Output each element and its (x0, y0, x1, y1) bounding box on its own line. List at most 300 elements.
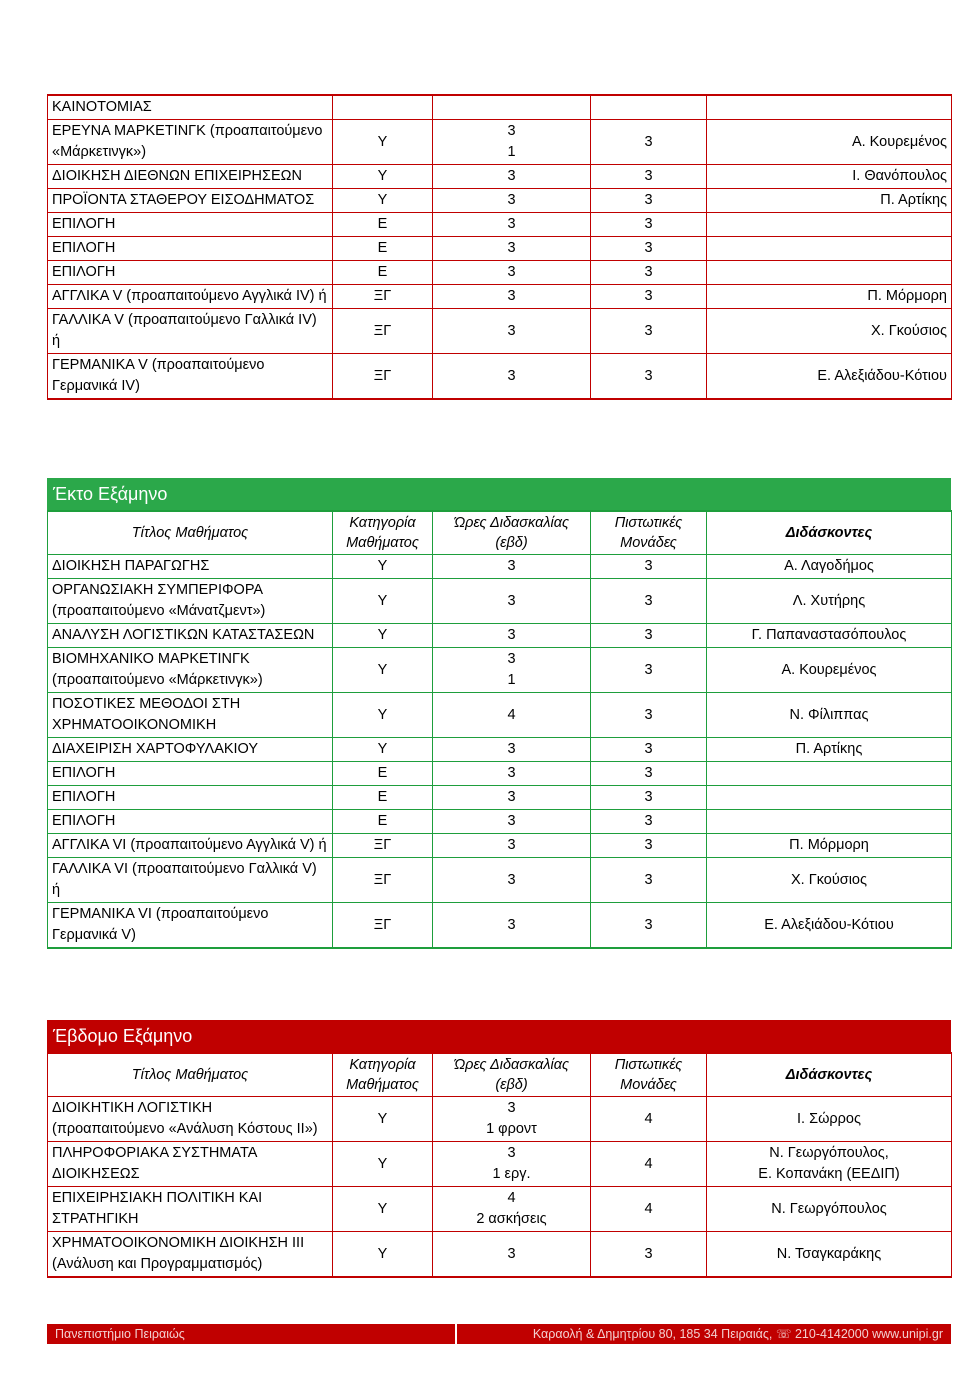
course-title-text: ΓΕΡΜΑΝΙΚΑ V (προαπαιτούμενο Γερμανικά IV) (52, 357, 265, 394)
course-title (48, 213, 333, 237)
course-category-text: Υ (377, 1155, 388, 1172)
course-title (48, 858, 333, 903)
course-hours (433, 120, 591, 165)
table-row (48, 189, 952, 213)
course-category-text: ΞΓ (373, 322, 392, 339)
seventh-semester-section (47, 1020, 951, 1278)
course-category (333, 834, 433, 858)
course-teacher (707, 95, 952, 120)
course-title (48, 693, 333, 738)
course-category (333, 354, 433, 400)
course-title (48, 555, 333, 579)
course-hours-text: 3 (507, 789, 516, 805)
course-category-text: Υ (377, 192, 388, 208)
course-hours (433, 165, 591, 189)
course-title-text: ΑΓΓΛΙΚΑ V (προαπαιτούμενο Αγγλικά IV) ή (52, 288, 327, 304)
course-title-text: ΕΠΙΛΟΓΗ (52, 789, 116, 805)
course-category-text: ΞΓ (373, 837, 392, 853)
course-category (333, 189, 433, 213)
course-teacher (707, 648, 952, 693)
course-title (48, 1232, 333, 1278)
course-title-text: ΕΠΙΛΟΓΗ (52, 264, 116, 280)
course-hours (433, 285, 591, 309)
course-teacher (707, 1232, 952, 1278)
course-teacher (707, 786, 952, 810)
course-hours (433, 834, 591, 858)
course-teacher (707, 555, 952, 579)
course-teacher (707, 624, 952, 648)
course-hours-text: 3 (507, 916, 516, 933)
course-teacher-text: Α. Λαγοδήμος (784, 558, 874, 574)
table-row (48, 786, 952, 810)
course-title-text: ΒΙΟΜΗΧΑΝΙΚΟ ΜΑΡΚΕΤΙΝΓΚ (προαπαιτούμενο «Μάρκετινγκ») (52, 651, 263, 688)
course-title-text: ΠΟΣΟΤΙΚΕΣ ΜΕΘΟΔΟΙ ΣΤΗ ΧΡΗΜΑΤΟΟΙΚΟΝΟΜΙΚΗ (52, 696, 241, 733)
course-category-text: Ε (377, 813, 388, 829)
course-hours-text: 3 (507, 288, 516, 304)
course-title-text: ΓΑΛΛΙΚΑ V (προαπαιτούμενο Γαλλικά IV) ή (52, 312, 317, 349)
course-hours-text: 3 (507, 871, 516, 888)
course-credits (591, 189, 707, 213)
course-credits-text: 3 (644, 133, 653, 150)
table-row (48, 165, 952, 189)
course-title-text: ΔΙΟΙΚΗΣΗ ΠΑΡΑΓΩΓΗΣ (52, 558, 210, 574)
footer-contact: Καραολή & Δημητρίου 80, 185 34 Πειραιάς, ☏ 210-4142000 www.unipi.gr (532, 1327, 943, 1341)
sixth-semester-heading: Έκτο Εξάμηνο (47, 478, 951, 510)
course-category (333, 786, 433, 810)
table-row (48, 1232, 952, 1278)
course-hours-text: 3 (507, 240, 516, 256)
table-row (48, 285, 952, 309)
course-teacher-text: Ι. Θανόπουλος (852, 168, 947, 184)
course-teacher (707, 858, 952, 903)
course-title (48, 285, 333, 309)
table-row (48, 1142, 952, 1187)
course-category (333, 1187, 433, 1232)
course-category (333, 213, 433, 237)
course-hours-text: 4 (507, 1190, 516, 1206)
table-row (48, 810, 952, 834)
course-hours (433, 237, 591, 261)
course-hours (433, 738, 591, 762)
table-row (48, 648, 952, 693)
footer-university: Πανεπιστήμιο Πειραιώς (55, 1327, 185, 1341)
table-row (48, 1097, 952, 1142)
top-section (47, 94, 951, 400)
course-title (48, 762, 333, 786)
course-title (48, 786, 333, 810)
course-title (48, 261, 333, 285)
course-hours-text: 3 (507, 1145, 516, 1161)
course-teacher (707, 1097, 952, 1142)
course-teacher-text: Ν. Γεωργόπουλος (771, 1200, 887, 1217)
course-credits (591, 1142, 707, 1187)
course-credits (591, 858, 707, 903)
course-title-text: ΕΠΙΛΟΓΗ (52, 765, 116, 781)
course-hours-text: 3 (507, 1100, 516, 1116)
course-teacher (707, 903, 952, 949)
course-hours-text: 3 (507, 216, 516, 232)
course-hours (433, 1142, 591, 1187)
course-hours-text: 1 φροντ (486, 1121, 537, 1137)
course-category-text: Υ (377, 592, 388, 609)
course-hours (433, 261, 591, 285)
course-credits-text: 3 (644, 216, 653, 232)
course-credits-text: 3 (644, 240, 653, 256)
course-credits-text: 3 (644, 168, 653, 184)
course-title-text: ΧΡΗΜΑΤΟΟΙΚΟΝΟΜΙΚΗ ΔΙΟΙΚΗΣΗ ΙΙΙ (Ανάλυση και Προγραμματισμός) (52, 1235, 305, 1272)
course-teacher-text: Ε. Κοπανάκη (ΕΕΔΙΠ) (758, 1166, 900, 1182)
course-credits (591, 555, 707, 579)
table-row (48, 858, 952, 903)
table-row (48, 738, 952, 762)
course-title-text: ΕΠΙΛΟΓΗ (52, 240, 116, 256)
course-credits-text: 3 (644, 871, 653, 888)
course-hours-text: 2 ασκήσεις (476, 1211, 547, 1227)
course-teacher (707, 213, 952, 237)
course-credits (591, 213, 707, 237)
course-title (48, 810, 333, 834)
course-credits (591, 95, 707, 120)
header-hours: Ώρες Διδασκαλίας (εβδ) (433, 511, 591, 555)
table-header-row (48, 511, 952, 555)
page-footer (47, 1324, 951, 1344)
course-hours (433, 624, 591, 648)
course-category-text: ΞΓ (373, 288, 392, 304)
course-hours-text: 4 (507, 706, 516, 723)
course-title-text: ΟΡΓΑΝΩΣΙΑΚΗ ΣΥΜΠΕΡΙΦΟΡΑ (προαπαιτούμενο «Μάνατζμεντ») (52, 582, 266, 619)
table-row (48, 309, 952, 354)
table-row (48, 762, 952, 786)
course-credits-text: 3 (644, 1245, 653, 1262)
course-hours (433, 579, 591, 624)
course-title (48, 1187, 333, 1232)
header-title: Τίτλος Μαθήματος (48, 511, 333, 555)
course-credits-text: 3 (644, 288, 653, 304)
course-credits (591, 648, 707, 693)
table-row (48, 1187, 952, 1232)
course-credits (591, 354, 707, 400)
course-title (48, 624, 333, 648)
course-category-text: Υ (377, 627, 388, 643)
table-row (48, 555, 952, 579)
course-title (48, 738, 333, 762)
course-title (48, 165, 333, 189)
table-row (48, 903, 952, 949)
course-teacher-text: Ν. Γεωργόπουλος, (769, 1145, 889, 1161)
course-credits (591, 1187, 707, 1232)
header-credits: Πιστωτικές Μονάδες (591, 1053, 707, 1097)
course-hours (433, 309, 591, 354)
course-credits (591, 693, 707, 738)
course-category (333, 237, 433, 261)
header-hours: Ώρες Διδασκαλίας (εβδ) (433, 1053, 591, 1097)
course-hours (433, 189, 591, 213)
course-teacher (707, 810, 952, 834)
course-credits (591, 309, 707, 354)
course-teacher (707, 1142, 952, 1187)
course-category-text: Υ (377, 1245, 388, 1262)
course-title (48, 1142, 333, 1187)
course-category (333, 858, 433, 903)
course-hours-text: 3 (507, 558, 516, 574)
course-credits-text: 3 (644, 741, 653, 757)
course-category-text: Υ (377, 168, 388, 184)
table-row (48, 95, 952, 120)
course-teacher (707, 189, 952, 213)
top-course-table (47, 94, 952, 400)
course-hours (433, 693, 591, 738)
table-header-row (48, 1053, 952, 1097)
course-hours (433, 648, 591, 693)
course-hours-text: 3 (507, 1245, 516, 1262)
course-hours (433, 213, 591, 237)
course-teacher (707, 354, 952, 400)
header-credits: Πιστωτικές Μονάδες (591, 511, 707, 555)
course-category-text: Ε (377, 240, 388, 256)
course-hours-text: 3 (507, 322, 516, 339)
header-category: Κατηγορία Μαθήματος (333, 511, 433, 555)
course-teacher (707, 165, 952, 189)
course-hours-text: 1 (507, 144, 516, 160)
course-credits (591, 834, 707, 858)
course-teacher (707, 309, 952, 354)
course-category (333, 120, 433, 165)
course-credits-text: 3 (644, 367, 653, 384)
course-title (48, 834, 333, 858)
course-hours-text: 3 (507, 765, 516, 781)
course-credits (591, 579, 707, 624)
course-title-text: ΕΡΕΥΝΑ ΜΑΡΚΕΤΙΝΓΚ (προαπαιτούμενο «Μάρκετινγκ») (52, 123, 323, 160)
course-hours (433, 1232, 591, 1278)
course-hours (433, 1097, 591, 1142)
course-category-text: Υ (377, 661, 388, 678)
course-hours-text: 3 (507, 741, 516, 757)
course-title (48, 1097, 333, 1142)
course-credits-text: 3 (644, 264, 653, 280)
table-row (48, 834, 952, 858)
course-teacher-text: Π. Μόρμορη (867, 288, 947, 304)
course-hours-text: 3 (507, 592, 516, 609)
course-teacher-text: Χ. Γκούσιος (870, 322, 947, 339)
course-credits (591, 762, 707, 786)
sixth-semester-section (47, 478, 951, 949)
course-teacher (707, 579, 952, 624)
course-hours-text: 3 (507, 367, 516, 384)
course-category (333, 261, 433, 285)
course-credits-text: 3 (644, 789, 653, 805)
course-hours (433, 95, 591, 120)
course-credits (591, 1097, 707, 1142)
course-credits-text: 3 (644, 558, 653, 574)
course-credits-text: 3 (644, 706, 653, 723)
course-credits (591, 120, 707, 165)
course-category-text: Υ (377, 1110, 388, 1127)
course-category (333, 738, 433, 762)
course-title (48, 354, 333, 400)
course-category-text: Ε (377, 789, 388, 805)
course-credits (591, 624, 707, 648)
course-hours (433, 786, 591, 810)
course-category-text: Υ (377, 741, 388, 757)
course-title (48, 579, 333, 624)
course-category (333, 555, 433, 579)
course-credits (591, 738, 707, 762)
course-hours (433, 903, 591, 949)
course-teacher-text: Ν. Τσαγκαράκης (776, 1245, 882, 1262)
course-category (333, 903, 433, 949)
course-credits (591, 261, 707, 285)
course-category-text: Ε (377, 216, 388, 232)
course-credits (591, 237, 707, 261)
course-hours-text: 3 (507, 264, 516, 280)
table-row (48, 624, 952, 648)
course-credits-text: 3 (644, 192, 653, 208)
course-title (48, 189, 333, 213)
sixth-course-table (47, 510, 952, 949)
course-title (48, 903, 333, 949)
course-title (48, 309, 333, 354)
seventh-course-table (47, 1052, 952, 1278)
course-title (48, 648, 333, 693)
course-hours-text: 3 (507, 651, 516, 667)
course-category-text: ΞΓ (373, 916, 392, 933)
course-teacher (707, 237, 952, 261)
course-hours-text: 1 εργ. (492, 1166, 531, 1182)
table-row (48, 237, 952, 261)
course-category-text: Ε (377, 765, 388, 781)
course-hours (433, 555, 591, 579)
course-title-text: ΑΓΓΛΙΚΑ VI (προαπαιτούμενο Αγγλικά V) ή (52, 837, 327, 853)
course-teacher-text: Π. Μόρμορη (789, 837, 869, 853)
course-teacher (707, 738, 952, 762)
table-row (48, 261, 952, 285)
course-credits (591, 810, 707, 834)
course-title-text: ΕΠΙΛΟΓΗ (52, 216, 116, 232)
course-hours-text: 3 (507, 168, 516, 184)
course-teacher (707, 693, 952, 738)
course-teacher-text: Ι. Σώρρος (797, 1110, 861, 1127)
course-credits (591, 165, 707, 189)
header-title: Τίτλος Μαθήματος (48, 1053, 333, 1097)
course-category (333, 1232, 433, 1278)
course-category-text: ΞΓ (373, 367, 392, 384)
course-credits-text: 3 (644, 322, 653, 339)
seventh-semester-heading: Έβδομο Εξάμηνο (47, 1020, 951, 1052)
header-category: Κατηγορία Μαθήματος (333, 1053, 433, 1097)
footer-divider (455, 1324, 457, 1344)
course-category (333, 165, 433, 189)
course-hours-text: 3 (507, 123, 516, 139)
course-hours (433, 810, 591, 834)
course-category (333, 95, 433, 120)
course-title-text: ΑΝΑΛΥΣΗ ΛΟΓΙΣΤΙΚΩΝ ΚΑΤΑΣΤΑΣΕΩΝ (52, 627, 315, 643)
course-category (333, 1142, 433, 1187)
table-row (48, 213, 952, 237)
course-category (333, 810, 433, 834)
course-hours (433, 762, 591, 786)
course-category (333, 579, 433, 624)
course-credits-text: 3 (644, 813, 653, 829)
course-title-text: ΠΡΟΪΟΝΤΑ ΣΤΑΘΕΡΟΥ ΕΙΣΟΔΗΜΑΤΟΣ (52, 192, 315, 208)
course-teacher-text: Ε. Αλεξιάδου-Κότιου (764, 916, 894, 933)
course-teacher (707, 120, 952, 165)
course-credits-text: 3 (644, 837, 653, 853)
course-category-text: Υ (377, 558, 388, 574)
course-category (333, 693, 433, 738)
course-credits (591, 285, 707, 309)
course-category (333, 1097, 433, 1142)
course-category-text: Υ (377, 133, 388, 150)
course-credits-text: 4 (644, 1200, 653, 1217)
course-teacher-text: Α. Κουρεμένος (781, 661, 877, 678)
course-credits-text: 3 (644, 765, 653, 781)
course-credits-text: 3 (644, 661, 653, 678)
course-teacher (707, 285, 952, 309)
course-credits (591, 786, 707, 810)
course-hours (433, 354, 591, 400)
course-title (48, 95, 333, 120)
course-title-text: ΕΠΙΧΕΙΡΗΣΙΑΚΗ ΠΟΛΙΤΙΚΗ ΚΑΙ ΣΤΡΑΤΗΓΙΚΗ (52, 1190, 263, 1227)
course-title-text: ΓΕΡΜΑΝΙΚΑ VI (προαπαιτούμενο Γερμανικά V) (52, 906, 269, 943)
table-row (48, 120, 952, 165)
course-category (333, 762, 433, 786)
course-hours-text: 1 (507, 672, 516, 688)
course-title-text: ΕΠΙΛΟΓΗ (52, 813, 116, 829)
course-category-text: ΞΓ (373, 871, 392, 888)
table-row (48, 693, 952, 738)
course-teacher (707, 1187, 952, 1232)
course-teacher (707, 834, 952, 858)
course-teacher-text: Γ. Παπαναστασόπουλος (751, 627, 907, 643)
course-category (333, 624, 433, 648)
course-credits-text: 4 (644, 1110, 653, 1127)
course-teacher-text: Χ. Γκούσιος (790, 871, 867, 888)
course-category-text: Ε (377, 264, 388, 280)
course-credits (591, 903, 707, 949)
course-category (333, 648, 433, 693)
course-teacher-text: Ν. Φίλιππας (789, 706, 869, 723)
course-title-text: ΠΛΗΡΟΦΟΡΙΑΚΑ ΣΥΣΤΗΜΑΤΑ ΔΙΟΙΚΗΣΕΩΣ (52, 1145, 257, 1182)
course-teacher-text: Π. Αρτίκης (880, 192, 947, 208)
course-title (48, 120, 333, 165)
course-title-text: ΚΑΙΝΟΤΟΜΙΑΣ (52, 99, 152, 115)
table-row (48, 354, 952, 400)
course-credits (591, 1232, 707, 1278)
course-teacher-text: Π. Αρτίκης (795, 741, 863, 757)
course-teacher-text: Ε. Αλεξιάδου-Κότιου (817, 367, 947, 384)
course-category-text: Υ (377, 706, 388, 723)
header-teachers: Διδάσκοντες (707, 511, 952, 555)
course-title (48, 237, 333, 261)
course-title-text: ΔΙΟΙΚΗΤΙΚΗ ΛΟΓΙΣΤΙΚΗ (προαπαιτούμενο «Ανάλυση Κόστους ΙΙ») (52, 1100, 318, 1137)
course-title-text: ΔΙΑΧΕΙΡΙΣΗ ΧΑΡΤΟΦΥΛΑΚΙΟΥ (52, 741, 259, 757)
course-hours-text: 3 (507, 192, 516, 208)
course-credits-text: 3 (644, 627, 653, 643)
course-credits-text: 3 (644, 592, 653, 609)
course-category (333, 309, 433, 354)
course-title-text: ΔΙΟΙΚΗΣΗ ΔΙΕΘΝΩΝ ΕΠΙΧΕΙΡΗΣΕΩΝ (52, 168, 302, 184)
course-hours-text: 3 (507, 813, 516, 829)
course-hours-text: 3 (507, 627, 516, 643)
course-teacher-text: Λ. Χυτήρης (792, 592, 866, 609)
course-teacher (707, 261, 952, 285)
course-hours (433, 858, 591, 903)
course-credits-text: 3 (644, 916, 653, 933)
course-teacher-text: Α. Κουρεμένος (851, 133, 947, 150)
course-hours (433, 1187, 591, 1232)
course-teacher (707, 762, 952, 786)
course-category-text: Υ (377, 1200, 388, 1217)
